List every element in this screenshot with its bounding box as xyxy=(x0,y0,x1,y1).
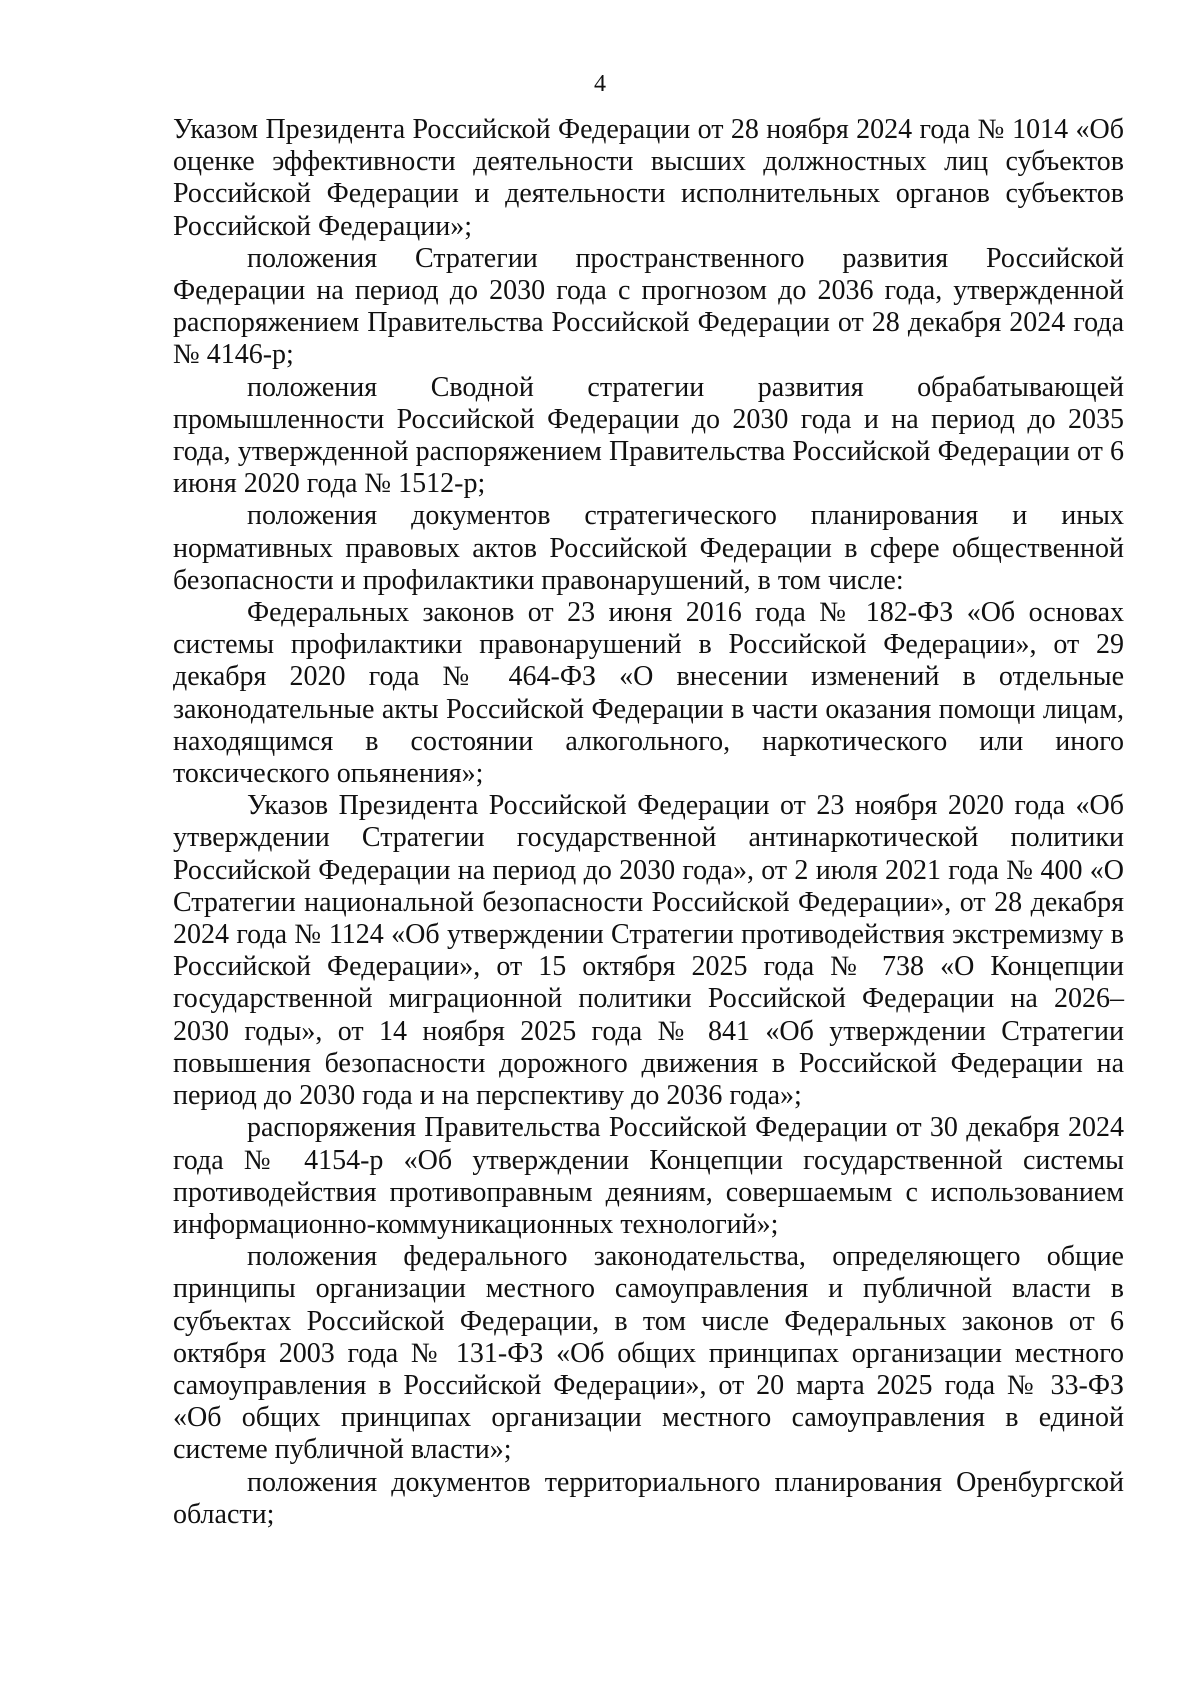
paragraph: положения документов территориального планирования Оренбургской области; xyxy=(173,1466,1124,1530)
paragraph: Указов Президента Российской Федерации от 23 ноября 2020 года «Об утверждении Стратегии государственной антинаркотической политики Российской Федерации на период до 2030 года», от 2 июля 2021 года № 400 «О Стратегии национальной безопасности Российской Федерации», от 28 декабря 2024 года № 1124 «Об утверждении Стратегии противодействия экстремизму в Российской Федерации», от 15 октября 2025 года № 738 «О Концепции государственной миграционной политики Российской Федерации на 2026–2030 годы», от 14 ноября 2025 года № 841 «Об утверждении Стратегии повышения безопасности дорожного движения в Российской Федерации на период до 2030 года и на перспективу до 2036 года»; xyxy=(173,790,1124,1112)
paragraph: положения федерального законодательства, определяющего общие принципы организации местного самоуправления и публичной власти в субъектах Российской Федерации, в том числе Федеральных законов от 6 октября 2003 года № 131-ФЗ «Об общих принципах организации местного самоуправления в Российской Федерации», от 20 марта 2025 года № 33-ФЗ «Об общих принципах организации местного самоуправления в единой системе публичной власти»; xyxy=(173,1241,1124,1466)
paragraph: Федеральных законов от 23 июня 2016 года № 182-ФЗ «Об основах системы профилактики правонарушений в Российской Федерации», от 29 декабря 2020 года № 464-ФЗ «О внесении изменений в отдельные законодательные акты Российской Федерации в части оказания помощи лицам, находящимся в состоянии алкогольного, наркотического или иного токсического опьянения»; xyxy=(173,597,1124,790)
paragraph: положения документов стратегического планирования и иных нормативных правовых актов Российской Федерации в сфере общественной безопасности и профилактики правонарушений, в том числе: xyxy=(173,500,1124,596)
paragraph: Указом Президента Российской Федерации от 28 ноября 2024 года № 1014 «Об оценке эффективности деятельности высших должностных лиц субъектов Российской Федерации и деятельности исполнительных органов субъектов Российской Федерации»; xyxy=(173,114,1124,242)
paragraph: положения Сводной стратегии развития обрабатывающей промышленности Российской Федерации до 2030 года и на период до 2035 года, утвержденной распоряжением Правительства Российской Федерации от 6 июня 2020 года № 1512-р; xyxy=(173,371,1124,500)
paragraph: распоряжения Правительства Российской Федерации от 30 декабря 2024 года № 4154-р «Об утверждении Концепции государственной системы противодействия противоправным деяниям, совершаемым с использованием информационно-коммуникационных технологий»; xyxy=(173,1112,1124,1240)
document-body xyxy=(173,114,1124,1531)
paragraph: положения Стратегии пространственного развития Российской Федерации на период до 2030 года с прогнозом до 2036 года, утвержденной распоряжением Правительства Российской Федерации от 28 декабря 2024 года № 4146-р; xyxy=(173,242,1124,371)
page-number: 4 xyxy=(594,71,606,97)
